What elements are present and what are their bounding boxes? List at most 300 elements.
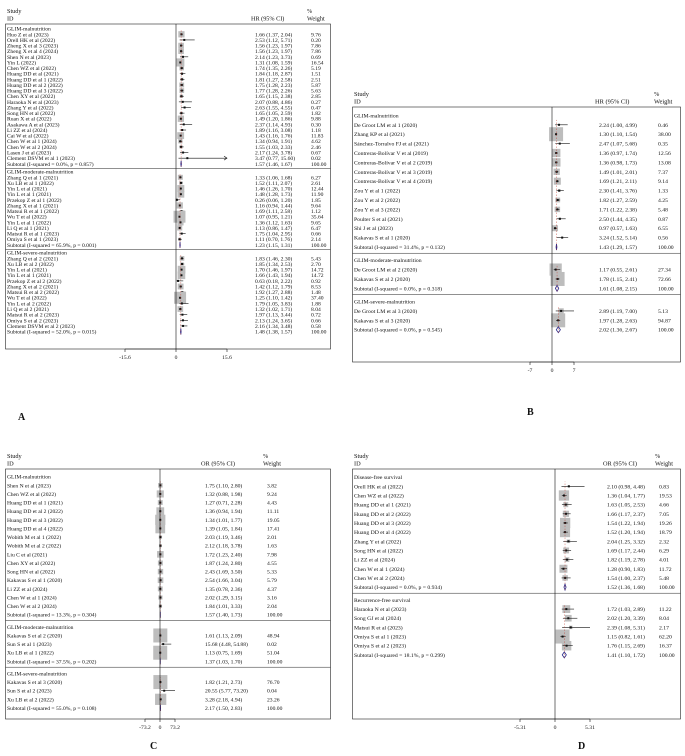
rows-layer <box>354 474 675 659</box>
point-estimate <box>562 636 564 638</box>
point-estimate <box>163 690 165 692</box>
header-effect: HR (95% CI) <box>595 98 630 106</box>
panel-letter: A <box>18 412 26 423</box>
subtotal-weight: 100.00 <box>659 585 675 592</box>
study-estimate: 2.02 (1.29, 3.15) <box>205 595 243 602</box>
study-estimate: 2.10 (0.98, 4.48) <box>607 484 645 491</box>
study-estimate: 1.75 (1.10, 2.80) <box>205 483 243 490</box>
study-weight: 4.37 <box>267 586 277 593</box>
subtotal-label: Subtotal (I-squared = 13.3%, p = 0.304) <box>7 612 97 619</box>
study-estimate: 2.37 (1.14, 4.93) <box>255 122 293 129</box>
study-weight: 0.27 <box>311 99 321 106</box>
study-label: Zhang KP et al (2021) <box>354 132 405 139</box>
study-weight: 4.66 <box>659 502 669 509</box>
study-estimate: 1.69 (1.17, 2.44) <box>607 548 645 555</box>
study-label: Chen W et al 1 (2024) <box>7 595 57 602</box>
study-weight: 9.64 <box>311 203 321 210</box>
study-label: Huang DD et al 3 (2022) <box>354 520 411 527</box>
study-weight: 76.70 <box>267 680 280 687</box>
point-estimate <box>180 112 182 114</box>
study-label: Contreras-Bolívar V et al (2019) <box>354 151 429 157</box>
study-estimate: 1.34 (1.01, 1.77) <box>205 517 243 524</box>
subtotal-estimate: 1.23 (1.15, 1.31) <box>255 242 293 249</box>
x-tick-label: 7 <box>572 368 576 374</box>
study-label: Lasen J et al (2023) <box>7 150 52 157</box>
study-estimate: 1.79 (1.05, 3.83) <box>255 301 293 308</box>
study-estimate: 1.75 (1.04, 2.95) <box>255 231 293 238</box>
point-estimate <box>180 33 182 35</box>
study-weight: 5.87 <box>311 82 321 89</box>
group-title: GLIM-severe-malnutrition <box>7 671 67 678</box>
point-estimate <box>183 123 185 125</box>
x-tick-label: -5.31 <box>514 725 526 731</box>
study-estimate: 1.89 (1.16, 3.08) <box>255 127 293 134</box>
point-estimate <box>186 157 188 159</box>
study-estimate: 1.36 (1.04, 1.77) <box>607 493 645 500</box>
header-weight: Weight <box>655 460 674 468</box>
study-weight: 35.64 <box>311 214 324 221</box>
study-estimate: 1.43 (1.16, 1.76) <box>255 133 293 140</box>
study-label: Chen WZ et al (2022) <box>7 491 56 498</box>
point-estimate <box>560 310 562 312</box>
study-label: De Groot LM et al 3 (2020) <box>354 308 418 315</box>
study-weight: 8.04 <box>659 616 669 623</box>
study-estimate: 1.82 (1.21, 2.73) <box>205 680 243 687</box>
subtotal-weight: 100.00 <box>311 161 327 168</box>
subtotal-label: Subtotal (I-squared = 31.4%, p = 0.132) <box>354 245 445 251</box>
point-estimate <box>555 269 557 271</box>
study-weight: 6.27 <box>311 175 321 182</box>
subtotal-label: Subtotal (I-squared = 52.0%, p = 0.015) <box>7 329 97 336</box>
x-tick-label: -7 <box>527 368 533 374</box>
study-weight: 16.54 <box>311 60 324 67</box>
study-weight: 72.66 <box>658 276 671 283</box>
study-estimate: 1.49 (1.20, 1.86) <box>255 116 293 123</box>
point-estimate <box>179 204 181 206</box>
study-estimate: 1.36 (1.12, 1.63) <box>255 220 293 227</box>
panel-B <box>353 91 681 374</box>
header-study: Study <box>354 453 369 460</box>
study-weight: 0.66 <box>311 318 321 325</box>
study-weight: 14.72 <box>311 267 324 274</box>
study-weight: 4.25 <box>658 198 668 204</box>
point-estimate <box>555 133 557 135</box>
subtotal-label: Subtotal (I-squared = 65.9%, p = 0.001) <box>7 242 97 249</box>
header-effect: OR (95% CI) <box>603 460 637 468</box>
study-weight: 0.92 <box>311 278 321 285</box>
study-label: Shi J et al (2023) <box>354 226 393 233</box>
study-label: Chen W et al 2 (2024) <box>7 604 57 611</box>
study-label: Kakavas S et al 1 (2020) <box>354 235 411 242</box>
study-label: Liu C et al (2021) <box>7 552 48 559</box>
point-estimate <box>181 257 183 259</box>
study-weight: 0.66 <box>311 231 321 238</box>
header-study: Study <box>7 8 22 15</box>
study-estimate: 1.30 (1.10, 1.54) <box>599 132 637 139</box>
point-estimate <box>179 238 181 240</box>
study-label: Haraoka N et al (2023) <box>7 99 59 106</box>
point-estimate <box>179 176 181 178</box>
study-label: Haraoka N et al (2023) <box>354 607 407 614</box>
study-weight: 0.20 <box>311 37 321 44</box>
header-id: ID <box>7 460 14 468</box>
study-estimate: 1.65 (1.15, 2.38) <box>255 94 293 101</box>
study-label: Huang DD et al 4 (2022) <box>354 530 411 537</box>
subtotal-label: Subtotal (I-squared = 0.0%, p = 0.545) <box>354 327 443 334</box>
study-estimate: 1.16 (0.94, 1.44) <box>255 203 293 210</box>
subtotal-estimate: 2.17 (1.50, 2.83) <box>205 705 243 712</box>
study-estimate: 1.56 (1.23, 1.97) <box>255 49 293 56</box>
study-estimate: 1.70 (1.46, 1.97) <box>255 267 293 274</box>
study-weight: 2.51 <box>311 77 321 84</box>
study-weight: 0.58 <box>311 323 321 330</box>
subtotal-estimate: 1.61 (1.08, 2.15) <box>599 286 637 293</box>
header-weight: Weight <box>654 98 673 106</box>
study-weight: 48.94 <box>267 633 280 640</box>
study-estimate: 1.85 (1.34, 2.53) <box>255 261 293 268</box>
study-label: Huo Z et al (2023) <box>7 32 49 39</box>
study-estimate: 1.74 (1.35, 2.26) <box>255 66 293 73</box>
study-estimate: 2.24 (1.00, 4.99) <box>599 122 637 129</box>
study-estimate: 2.54 (1.66, 3.04) <box>205 578 243 585</box>
study-label: Chen XY et al (2022) <box>7 560 56 567</box>
study-weight: 19.26 <box>659 520 672 527</box>
point-estimate <box>567 617 569 619</box>
study-estimate: 1.55 (1.03, 2.33) <box>255 144 293 151</box>
study-estimate: 1.32 (1.02, 1.71) <box>255 307 293 314</box>
study-estimate: 1.35 (0.78, 2.36) <box>205 586 243 593</box>
study-weight: 2.04 <box>267 604 277 611</box>
study-label: De Groot LM et al 1 (2020) <box>354 122 418 129</box>
study-estimate: 1.63 (1.05, 2.53) <box>607 502 645 509</box>
point-estimate <box>181 233 183 235</box>
study-weight: 1.12 <box>311 209 321 216</box>
point-estimate <box>566 559 568 561</box>
point-estimate <box>568 485 570 487</box>
study-estimate: 2.07 (0.88, 4.86) <box>255 99 293 106</box>
study-label: Omiya S et al 1 (2023) <box>7 237 59 244</box>
study-weight: 2.01 <box>267 535 277 542</box>
point-estimate <box>177 280 179 282</box>
header-weight: Weight <box>263 460 282 468</box>
study-label: Huang DD et al 3 (2022) <box>7 88 63 95</box>
study-weight: 9.65 <box>311 220 321 227</box>
study-estimate: 2.53 (1.12, 5.71) <box>255 37 293 44</box>
study-weight: 2.61 <box>311 180 321 187</box>
study-estimate: 1.15 (0.82, 1.61) <box>607 634 645 641</box>
panel-A <box>6 8 331 361</box>
subtotal-estimate: 1.43 (1.29, 1.57) <box>599 245 637 251</box>
point-estimate <box>565 608 567 610</box>
study-label: Poulter S et al (2021) <box>354 216 403 223</box>
study-weight: 0.69 <box>311 54 321 61</box>
study-weight: 6.29 <box>659 548 669 555</box>
study-label: Zheng X et al 3 (2023) <box>7 43 59 50</box>
study-weight: 14.72 <box>311 273 324 280</box>
point-estimate <box>181 263 183 265</box>
point-estimate <box>180 182 182 184</box>
header-id: ID <box>354 98 361 106</box>
study-weight: 0.35 <box>658 141 668 148</box>
study-estimate: 1.17 (0.55, 2.61) <box>599 267 637 274</box>
study-label: Matsui R et al 1 (2022) <box>7 209 60 216</box>
study-label: Chen XY et al (2022) <box>7 94 56 101</box>
study-weight: 11.22 <box>659 607 672 614</box>
panel-letter: D <box>578 741 586 752</box>
study-estimate: 1.77 (1.28, 2.26) <box>255 88 293 95</box>
study-weight: 16.37 <box>659 643 672 650</box>
study-weight: 12.56 <box>658 151 671 157</box>
study-label: Zheng X et al 4 (2024) <box>7 49 59 56</box>
study-estimate: 0.26 (0.06, 1.20) <box>255 197 293 204</box>
study-label: Orell HK et al (2022) <box>354 484 403 491</box>
point-estimate <box>182 325 184 327</box>
study-estimate: 1.81 (1.27, 2.58) <box>255 77 293 84</box>
study-label: Ruan X et al (2022) <box>7 116 52 123</box>
study-estimate: 3.47 (0.77, 15.60) <box>255 156 296 163</box>
study-label: Matsui R et al 2 (2022) <box>7 290 60 297</box>
study-label: Sun S et al 1 (2023) <box>7 642 52 649</box>
header-study: Study <box>7 453 22 460</box>
study-weight: 4.55 <box>267 560 277 567</box>
study-label: Huang DD et al (2021) <box>7 71 59 78</box>
point-estimate <box>559 143 561 145</box>
study-weight: 0.46 <box>658 122 668 129</box>
group-title: Disease-free survival <box>354 475 403 482</box>
panel-C <box>6 453 331 731</box>
study-weight: 7.05 <box>659 511 669 518</box>
header-id: ID <box>354 460 361 468</box>
header-weight-pct: % <box>655 453 661 460</box>
study-weight: 5.79 <box>267 578 277 585</box>
study-estimate: 1.69 (1.21, 2.11) <box>599 179 637 186</box>
study-weight: 4.62 <box>311 139 321 146</box>
study-weight: 1.88 <box>311 301 321 308</box>
point-estimate <box>566 645 568 647</box>
rows-layer <box>7 475 283 712</box>
study-label: De Groot LM et al 2 (2020) <box>354 267 418 274</box>
study-label: Yin L et al 2 (2022) <box>7 301 52 308</box>
point-estimate <box>181 302 183 304</box>
study-label: Shen N et al (2023) <box>7 483 51 490</box>
study-estimate: 1.69 (1.11, 2.58) <box>255 209 293 216</box>
group-title: GLIM-moderate-malnutrition <box>354 258 422 265</box>
study-estimate: 1.46 (1.26, 1.70) <box>255 186 293 193</box>
study-estimate: 1.36 (0.98, 1.73) <box>599 160 637 167</box>
study-label: Wobith M et al 2 (2022) <box>7 543 62 550</box>
study-label: Song HN et al (2022) <box>7 111 56 118</box>
study-estimate: 1.92 (1.27, 2.88) <box>255 290 293 297</box>
study-estimate: 15.68 (4.48, 54.88) <box>205 642 248 649</box>
study-estimate: 0.97 (0.57, 1.63) <box>599 226 637 233</box>
study-estimate: 1.11 (0.70, 1.76) <box>255 237 293 244</box>
subtotal-weight: 100.00 <box>267 705 283 712</box>
study-estimate: 1.97 (1.28, 2.63) <box>599 318 637 325</box>
study-label: Li ZZ et al (2024) <box>7 127 48 134</box>
study-estimate: 1.49 (1.01, 2.01) <box>599 169 637 176</box>
study-weight: 5.13 <box>658 308 668 315</box>
study-estimate: 1.66 (1.37, 2.04) <box>255 32 293 39</box>
study-label: Li ZZ et al (2024) <box>354 557 396 564</box>
study-weight: 5.33 <box>267 569 277 576</box>
study-estimate: 1.72 (1.23, 2.40) <box>205 552 243 559</box>
study-estimate: 1.52 (1.20, 1.94) <box>607 530 645 537</box>
study-label: Zhang X et al 2 (2021) <box>7 284 59 291</box>
study-estimate: 2.50 (1.44, 4.35) <box>599 216 637 223</box>
header-id: ID <box>7 15 14 23</box>
study-label: Zhang X et al 1 (2021) <box>7 203 59 210</box>
study-weight: 7.37 <box>658 169 668 176</box>
subtotal-weight: 100.00 <box>658 286 674 293</box>
subtotal-weight: 100.00 <box>658 327 674 334</box>
header-weight-pct: % <box>263 453 269 460</box>
study-label: Przekop Z et al 1 (2022) <box>7 197 62 204</box>
study-label: Xu LB et al 1 (2022) <box>7 650 54 657</box>
study-label: Huang DD et al 3 (2022) <box>7 517 63 524</box>
study-label: Matsui R et al 1 (2023) <box>7 231 60 238</box>
study-label: Contreras-Bolívar V et al 3 (2019) <box>354 169 433 176</box>
study-estimate: 1.76 (1.15, 2.69) <box>607 643 645 650</box>
study-estimate: 1.66 (1.43, 1.94) <box>255 273 293 280</box>
study-weight: 94.87 <box>658 318 671 325</box>
study-label: Zhang Y et al (2022) <box>7 105 54 112</box>
point-estimate <box>561 237 563 239</box>
study-label: Contreras-Bolívar V et al 4 (2019) <box>354 179 433 186</box>
study-label: Li ZZ et al (2024) <box>7 586 48 593</box>
study-weight: 1.63 <box>267 543 277 550</box>
study-weight: 5.19 <box>311 66 321 73</box>
subtotal-estimate: 1.41 (1.10, 1.72) <box>607 652 645 659</box>
study-estimate: 1.13 (0.75, 1.69) <box>205 650 243 657</box>
study-estimate: 0.63 (0.18, 2.22) <box>255 278 293 285</box>
study-label: Xu LB et al 2 (2022) <box>7 697 54 704</box>
study-weight: 6.47 <box>311 225 321 232</box>
study-label: Zou Y et al 1 (2022) <box>354 188 401 195</box>
group-title: GLIM-severe-malnutrition <box>354 299 415 306</box>
study-label: Kakavas S et al 3 (2020) <box>354 318 411 325</box>
point-estimate <box>555 161 557 163</box>
study-weight: 2.14 <box>311 237 321 244</box>
study-label: Huang DD et al 1 (2021) <box>354 502 411 509</box>
point-estimate <box>563 494 565 496</box>
subtotal-label: Subtotal (I-squared = 55.0%, p = 0.108) <box>7 705 97 712</box>
group-title: Recurrence-free survival <box>354 597 411 604</box>
point-estimate <box>181 314 183 316</box>
point-estimate <box>179 227 181 229</box>
study-label: Kakavas S et al 2 (2020) <box>7 633 63 640</box>
study-label: Clement DSVM et al 2 (2023) <box>7 323 75 330</box>
point-estimate <box>565 549 567 551</box>
subtotal-estimate: 1.57 (1.40, 1.73) <box>205 612 243 619</box>
point-estimate <box>562 568 564 570</box>
study-estimate: 1.25 (1.10, 1.42) <box>255 295 293 302</box>
study-label: Contreras-Bolívar V et al 2 (2019) <box>354 160 433 167</box>
study-weight: 12.44 <box>311 186 324 193</box>
subtotal-label: Subtotal (I-squared = 0.0%, p = 0.857) <box>7 161 94 168</box>
study-weight: 11.72 <box>659 566 672 573</box>
study-weight: 9.14 <box>658 179 668 186</box>
study-estimate: 2.13 (1.24, 3.65) <box>255 318 293 325</box>
study-weight: 6.55 <box>658 226 668 233</box>
study-estimate: 1.48 (1.28, 1.73) <box>255 192 293 199</box>
point-estimate <box>182 101 184 103</box>
rows-layer <box>7 27 327 336</box>
study-estimate: 2.14 (1.23, 3.73) <box>255 54 293 61</box>
study-weight: 8.04 <box>311 307 321 314</box>
subtotal-label: Subtotal (I-squared = 0.0%, p = 0.318) <box>354 286 443 293</box>
study-label: Sun S et al 2 (2023) <box>7 688 52 695</box>
study-label: Omiya S et al 2 (2023) <box>7 318 59 325</box>
study-weight: 11.11 <box>267 509 280 516</box>
x-tick-label: 0 <box>550 368 554 374</box>
x-tick-label: 5.31 <box>585 725 595 731</box>
study-estimate: 1.28 (0.90, 1.83) <box>607 566 645 573</box>
study-weight: 0.30 <box>311 122 321 129</box>
study-weight: 2.85 <box>311 94 321 101</box>
study-label: Yin L et al (2021) <box>7 186 47 193</box>
study-weight: 1.82 <box>311 111 321 118</box>
point-estimate <box>182 319 184 321</box>
subtotal-weight: 100.00 <box>267 659 283 666</box>
study-weight: 5.48 <box>659 575 669 582</box>
study-estimate: 1.71 (1.22, 2.38) <box>599 207 637 214</box>
study-estimate: 3.24 (1.52, 5.14) <box>599 235 637 242</box>
study-label: Huang DD et al 2 (2022) <box>7 509 63 516</box>
study-label: Cai W et al (2022) <box>7 133 49 140</box>
study-label: Yin L et al 1 (2021) <box>7 192 52 199</box>
study-estimate: 2.47 (1.07, 5.68) <box>599 141 637 148</box>
subtotal-label: Subtotal (I-squared = 37.5%, p = 0.202) <box>7 659 97 666</box>
study-label: Chen WZ et al (2022) <box>7 66 56 73</box>
study-label: Zhang Y et al (2022) <box>354 539 402 546</box>
study-weight: 0.47 <box>311 105 321 112</box>
study-label: Chen WZ et al (2022) <box>354 493 404 500</box>
point-estimate <box>180 135 182 137</box>
study-label: Wobith M et al 1 (2022) <box>7 535 62 542</box>
study-weight: 13.08 <box>658 160 671 167</box>
point-estimate <box>183 39 185 41</box>
x-tick-label: -15.6 <box>119 355 131 361</box>
study-estimate: 2.17 (1.24, 3.78) <box>255 150 293 157</box>
study-label: Wu T et al (2022) <box>7 214 47 221</box>
study-estimate: 1.78 (1.15, 2.41) <box>599 276 637 283</box>
study-weight: 17.41 <box>267 526 280 533</box>
group-title: GLIM-malnutrition <box>7 474 51 481</box>
study-label: Huang DD et al 2 (2022) <box>354 511 411 518</box>
study-estimate: 1.42 (1.12, 1.79) <box>255 284 293 291</box>
study-estimate: 1.65 (1.05, 2.59) <box>255 111 293 118</box>
study-label: Huang DD et al 2 (2022) <box>7 82 63 89</box>
point-estimate <box>180 95 182 97</box>
study-label: Sánchez-Torralvo FJ et al (2021) <box>354 141 429 148</box>
x-tick-label: 15.6 <box>222 355 232 361</box>
study-weight: 1.51 <box>311 71 321 78</box>
study-weight: 2.32 <box>659 539 669 546</box>
panel-letter: B <box>527 407 534 418</box>
study-weight: 18.79 <box>659 530 672 537</box>
study-weight: 2.70 <box>311 261 321 268</box>
subtotal-weight: 100.00 <box>659 652 675 659</box>
study-label: Yin L et al 1 (2021) <box>7 273 52 280</box>
study-weight: 11.83 <box>311 133 324 140</box>
study-label: Li Q et al 1 (2021) <box>7 225 49 232</box>
study-estimate: 2.43 (1.69, 3.50) <box>205 569 243 576</box>
study-label: Zou Y et al 2 (2022) <box>354 198 401 204</box>
point-estimate <box>181 129 183 131</box>
study-estimate: 1.36 (0.97, 1.74) <box>599 151 637 157</box>
x-tick-label: 0 <box>158 725 162 731</box>
study-label: Shen N et al (2023) <box>7 54 51 61</box>
